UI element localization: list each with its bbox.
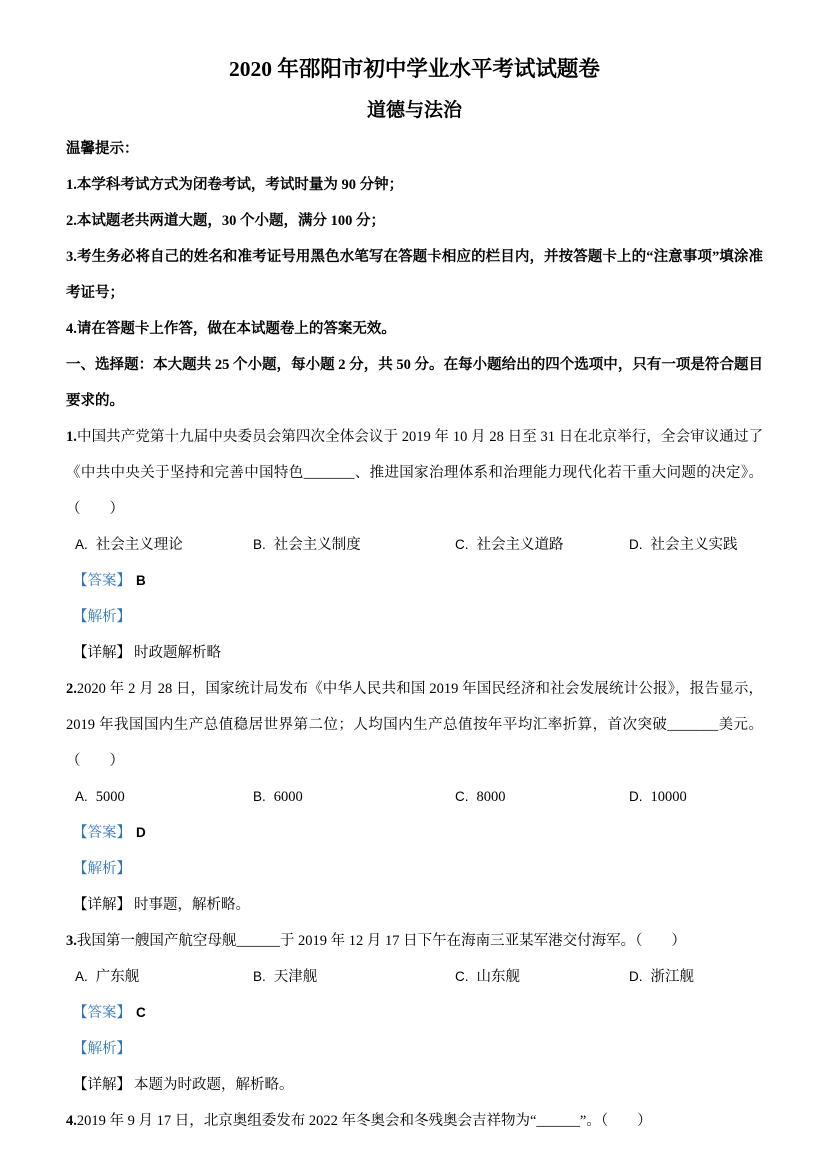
question-4-stem (66, 1103, 763, 1139)
option-text: 8000 (476, 789, 506, 805)
option-letter: B. (253, 789, 266, 804)
page-title: 2020 年邵阳市初中学业水平考试试题卷 (229, 57, 600, 81)
answer-label: 【答案】 (73, 1005, 131, 1021)
question-2-options (66, 779, 763, 815)
answer-value: C (136, 1005, 146, 1020)
question-2-option-c (455, 779, 629, 815)
question-1-answer-line (66, 563, 763, 599)
question-3-option-a (75, 959, 253, 995)
question-1-options (66, 527, 763, 563)
option-text: 6000 (273, 789, 303, 805)
option-text: 天津舰 (273, 969, 318, 985)
question-1-stem-text: 中国共产党第十九届中央委员会第四次全体会议于 2019 年 10 月 28 日至 31 日在北京举行，全会审议通过了《中共中央关于坚持和完善中国特色_______、推进国家治理体系和治理能力现代化若干重大问题的决定》。（ ） (66, 429, 763, 517)
option-text: 浙江舰 (650, 969, 694, 985)
question-3-answer-line (66, 995, 763, 1031)
option-text: 5000 (95, 789, 125, 805)
option-letter: A. (75, 969, 88, 984)
option-letter: C. (455, 537, 469, 552)
answer-value: B (136, 573, 146, 588)
question-4 (66, 1103, 763, 1139)
question-1-option-c (455, 527, 629, 563)
question-4-number: 4. (66, 1113, 77, 1129)
question-1-option-a (75, 527, 253, 563)
question-3-analysis-line (66, 1031, 763, 1067)
analysis-label: 【解析】 (73, 1041, 131, 1057)
notice-heading: 温馨提示： (66, 141, 139, 157)
question-1-option-b (253, 527, 455, 563)
question-2-option-b (253, 779, 455, 815)
question-2 (66, 671, 763, 923)
question-2-stem-text: 2020 年 2 月 28 日，国家统计局发布《中华人民共和国 2019 年国民经济和社会发展统计公报》，报告显示，2019 年我国国内生产总值稳居世界第二位；人均国内生产总值按年平均汇率折算，首次突破_______美元。（ ） (66, 681, 763, 769)
answer-value: D (136, 825, 146, 840)
option-text: 广东舰 (95, 969, 140, 985)
option-letter: C. (455, 969, 469, 984)
detail-text: 时政题解析略 (134, 645, 221, 661)
question-2-stem (66, 671, 763, 779)
detail-label: 【详解】 (73, 897, 131, 913)
option-text: 社会主义实践 (650, 537, 738, 553)
question-1-option-d (629, 527, 763, 563)
notice-item-2: 2.本试题老共两道大题，30 个小题，满分 100 分； (66, 213, 385, 229)
option-letter: D. (629, 789, 643, 804)
question-1-detail-line (66, 635, 763, 671)
question-2-detail-line (66, 887, 763, 923)
question-3-stem-text: 我国第一艘国产航空母舰______于 2019 年 12 月 17 日下午在海南三亚某军港交付海军。（ ） (76, 933, 686, 949)
option-letter: D. (629, 969, 643, 984)
option-text: 山东舰 (476, 969, 520, 985)
answer-label: 【答案】 (73, 825, 131, 841)
question-3-option-b (253, 959, 455, 995)
option-letter: B. (253, 537, 266, 552)
question-3 (66, 923, 763, 1103)
section-heading: 一、选择题：本大题共 25 个小题，每小题 2 分，共 50 分。在每小题给出的四个选项中，只有一项是符合题目要求的。 (66, 357, 763, 409)
analysis-label: 【解析】 (73, 609, 131, 625)
option-text: 社会主义理论 (95, 537, 183, 553)
question-3-number: 3. (66, 933, 77, 949)
detail-label: 【详解】 (73, 645, 131, 661)
question-3-options (66, 959, 763, 995)
detail-text: 本题为时政题，解析略。 (134, 1077, 294, 1093)
option-text: 社会主义道路 (476, 537, 564, 553)
option-letter: A. (75, 537, 88, 552)
question-3-option-d (629, 959, 763, 995)
option-letter: A. (75, 789, 88, 804)
question-1-stem (66, 419, 763, 527)
option-letter: C. (455, 789, 469, 804)
question-3-stem (66, 923, 763, 959)
option-letter: D. (629, 537, 643, 552)
notice-item-4: 4.请在答题卡上作答，做在本试题卷上的答案无效。 (66, 321, 396, 337)
question-1 (66, 419, 763, 671)
question-2-answer-line (66, 815, 763, 851)
question-2-analysis-line (66, 851, 763, 887)
notice-item-1: 1.本学科考试方式为闭卷考试，考试时量为 90 分钟； (66, 177, 404, 193)
question-4-stem-text: 2019 年 9 月 17 日，北京奥组委发布 2022 年冬奥会和冬残奥会吉祥物为“______”。（ ） (76, 1113, 652, 1129)
question-1-analysis-line (66, 599, 763, 635)
option-text: 10000 (650, 789, 687, 805)
analysis-label: 【解析】 (73, 861, 131, 877)
question-1-number: 1. (66, 429, 77, 445)
question-2-number: 2. (66, 681, 77, 697)
question-2-option-a (75, 779, 253, 815)
page-subtitle: 道德与法治 (366, 100, 462, 121)
notice-block (66, 131, 763, 347)
question-3-option-c (455, 959, 629, 995)
detail-text: 时事题，解析略。 (134, 897, 250, 913)
question-3-detail-line (66, 1067, 763, 1103)
question-2-option-d (629, 779, 763, 815)
option-letter: B. (253, 969, 266, 984)
answer-label: 【答案】 (73, 573, 131, 589)
option-text: 社会主义制度 (273, 537, 361, 553)
detail-label: 【详解】 (73, 1077, 131, 1093)
notice-item-3: 3.考生务必将自己的姓名和准考证号用黑色水笔写在答题卡相应的栏目内，并按答题卡上的“注意事项”填涂准考证号； (66, 249, 763, 301)
